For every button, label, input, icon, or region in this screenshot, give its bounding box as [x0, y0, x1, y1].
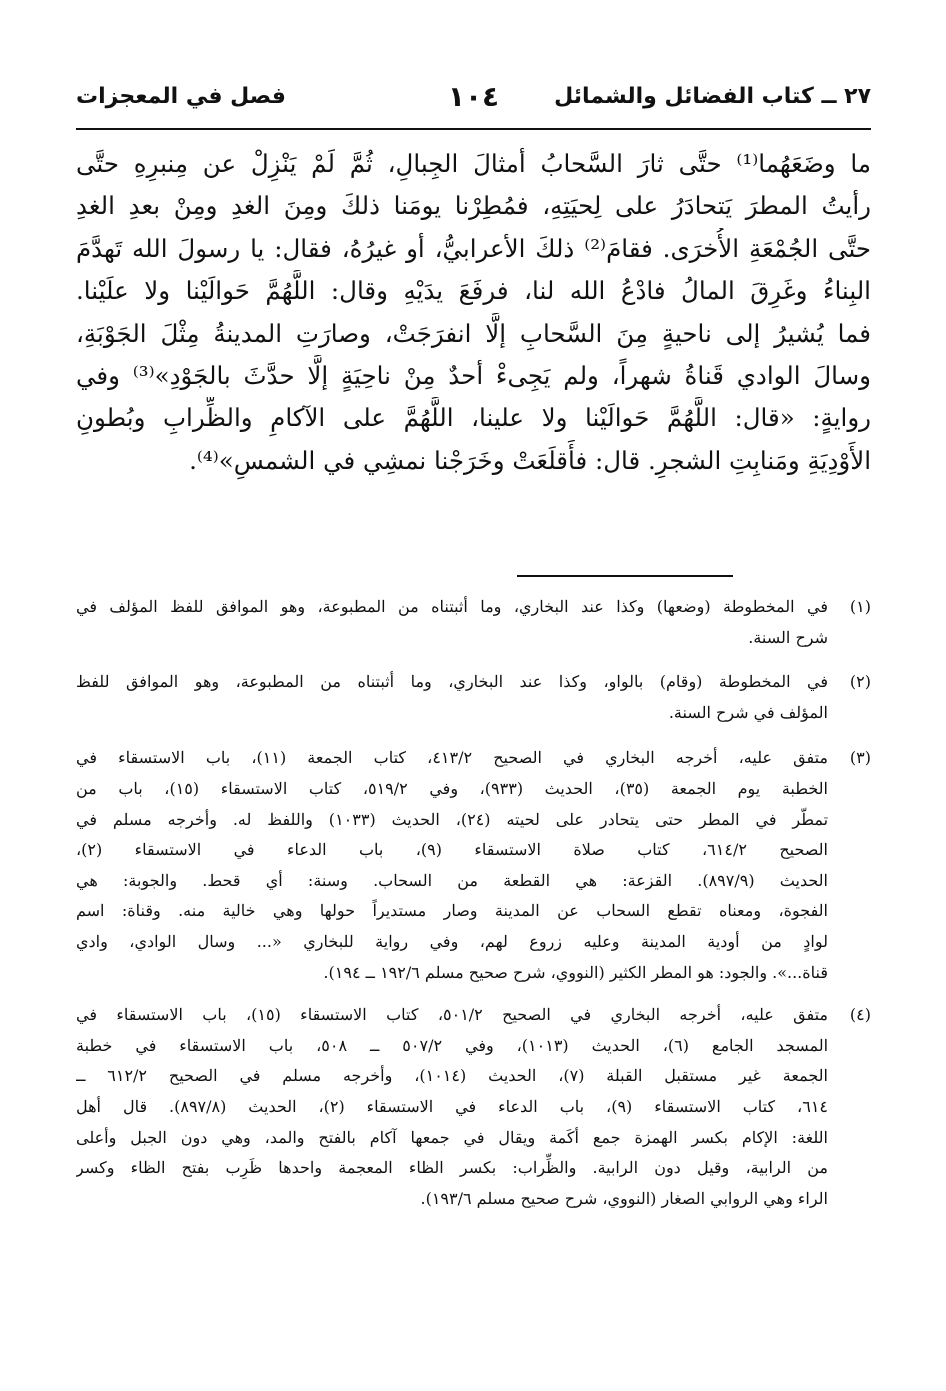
section-title: فصل في المعجزات [76, 84, 286, 109]
text-line: فما يُشيرُ إلى ناحيةٍ مِنَ السَّحابِ إلَّا انفرَجَتْ، وصارَتِ المدينةُ مِثْلَ الجَوْبَةِ، [76, 318, 871, 348]
text-line: رأيتُ المطرَ يَتحادَرُ على لِحيَتِهِ، فمُطِرْنا يومَنا ذلكَ ومِنَ الغدِ ومِنْ بعدِ الغدِ [76, 191, 871, 221]
footnote-separator [517, 575, 733, 577]
footnote-line: ٦١٤، كتاب الاستسقاء (٩)، باب الدعاء في الاستسقاء (٢)، الحديث (٨٩٧/٨). قال أهل [76, 1096, 828, 1116]
footnote-line: تمطّر في المطر حتى يتحادر على لحيته (٢٤)، الحديث (١٠٣٣) واللفظ له. وأخرجه مسلم في [76, 809, 828, 829]
footnote-body [76, 1000, 828, 1214]
running-header [76, 80, 871, 124]
footnote-body [76, 743, 828, 988]
page-number: ١٠٤ [447, 80, 500, 113]
footnote-line: الخطبة يوم الجمعة (٣٥)، الحديث (٩٣٣)، وفي ٥١٩/٢، كتاب الاستسقاء (١٥)، باب من [76, 778, 828, 798]
footnote-1 [76, 592, 871, 653]
footnote-line: الفجوة، ومعناه تقطع السحاب عن المدينة وصار مستديراً حولها وهي خالية منه. وقناة: اسم [76, 901, 828, 921]
footnote-line: الجمعة غير مستقبل القبلة (٧)، الحديث (١٠١٤)، وأخرجه مسلم في الصحيح ٦١٢/٢ ــ [76, 1066, 828, 1086]
footnote-line: المسجد الجامع (٦)، الحديث (١٠١٣)، وفي ٥٠٧/٢ ــ ٥٠٨، باب الاستسقاء في خطبة [76, 1035, 828, 1055]
footnote-line: لوادٍ من أودية المدينة وعليه زروع لهم، وفي رواية للبخاري «... وسال الوادي، وادي [76, 931, 828, 951]
footnote-number: (٤) [849, 1005, 871, 1025]
text-line: حتَّى الجُمْعَةِ الأُخرَى. فقامَ⁽²⁾ ذلكَ الأعرابيُّ، أو غيرُهُ، فقال: يا رسولَ الله تَهدَّمَ [76, 233, 871, 263]
footnote-line: متفق عليه، أخرجه البخاري في الصحيح ٤١٣/٢، كتاب الجمعة (١١)، باب الاستسقاء في [76, 748, 828, 768]
footnote-line: المؤلف في شرح السنة. [668, 702, 828, 722]
header-divider [76, 128, 871, 130]
footnote-line: قناة...». والجود: هو المطر الكثير (النووي، شرح صحيح مسلم ١٩٢/٦ ــ ١٩٤). [323, 962, 828, 982]
footnote-body [76, 667, 828, 728]
footnote-number: (٢) [849, 672, 871, 692]
text-line: الأَوْدِيَةِ ومَنابِتِ الشجرِ. قال: فأَقلَعَتْ وخَرَجْنا نمشِي في الشمسِ»⁽⁴⁾. [189, 445, 871, 475]
footnote-4 [76, 1000, 871, 1214]
text-line: وسالَ الوادي قَناةُ شهراً، ولم يَجِىءْ أحدٌ مِنْ ناحِيَةٍ إلَّا حدَّثَ بالجَوْدِ»⁽³⁾ وفي [76, 361, 871, 391]
footnote-number: (١) [849, 597, 871, 616]
footnote-line: اللغة: الإكام بكسر الهمزة جمع أكَمة ويقال في جمعها آكام بالفتح والمد، وهي دون الجبل وأعلى [76, 1127, 828, 1147]
footnotes [76, 592, 871, 1214]
footnote-line: الصحيح ٦١٤/٢، كتاب صلاة الاستسقاء (٩)، باب الدعاء في الاستسقاء (٢)، [76, 840, 828, 860]
hadith-text [76, 143, 871, 482]
footnote-3 [76, 743, 871, 988]
footnote-line: الحديث (٨٩٧/٩). القزعة: هي القطعة من السحاب. وسنة: أي قحط. والجوبة: هي [76, 870, 828, 890]
footnote-2 [76, 667, 871, 728]
footnote-body [76, 592, 828, 653]
text-line: ما وضَعَهُما⁽¹⁾ حتَّى ثارَ السَّحابُ أمثالَ الجِبالِ، ثُمَّ لَمْ يَنْزِلْ عن مِنبرِهِ حتَّى [76, 149, 871, 178]
text-line: البِناءُ وغَرِقَ المالُ فادْعُ الله لنا، فرفَعَ يدَيْهِ وقال: اللَّهُمَّ حَوالَيْنا ولا علَيْنا. [76, 276, 871, 306]
footnote-line: شرح السنة. [748, 627, 828, 647]
footnote-line: من الرابية، وقيل دون الرابية. والظِّراب: بكسر الظاء المعجمة واحدها ظَرِب بفتح الظاء وكسر [76, 1158, 828, 1178]
footnote-number: (٣) [849, 748, 871, 768]
chapter-title: ٢٧ ــ كتاب الفضائل والشمائل [554, 84, 871, 109]
footnote-line: متفق عليه، أخرجه البخاري في الصحيح ٥٠١/٢، كتاب الاستسقاء (١٥)، باب الاستسقاء في [76, 1005, 828, 1025]
footnote-line: في المخطوطة (وقام) بالواو، وكذا عند البخاري، وما أثبتناه من المطبوعة، وهو الموافق للفظ [76, 672, 828, 692]
footnote-line: الراء وهي الروابي الصغار (النووي، شرح صحيح مسلم ١٩٣/٦). [420, 1188, 828, 1208]
footnote-line: في المخطوطة (وضعها) وكذا عند البخاري، وما أثبتناه من المطبوعة، وهو الموافق للفظ المؤلف في [76, 597, 828, 616]
text-line: روايةٍ: «قال: اللَّهُمَّ حَوالَيْنا ولا علينا، اللَّهُمَّ على الآكامِ والظِّرابِ وبُطونِ [76, 403, 871, 433]
